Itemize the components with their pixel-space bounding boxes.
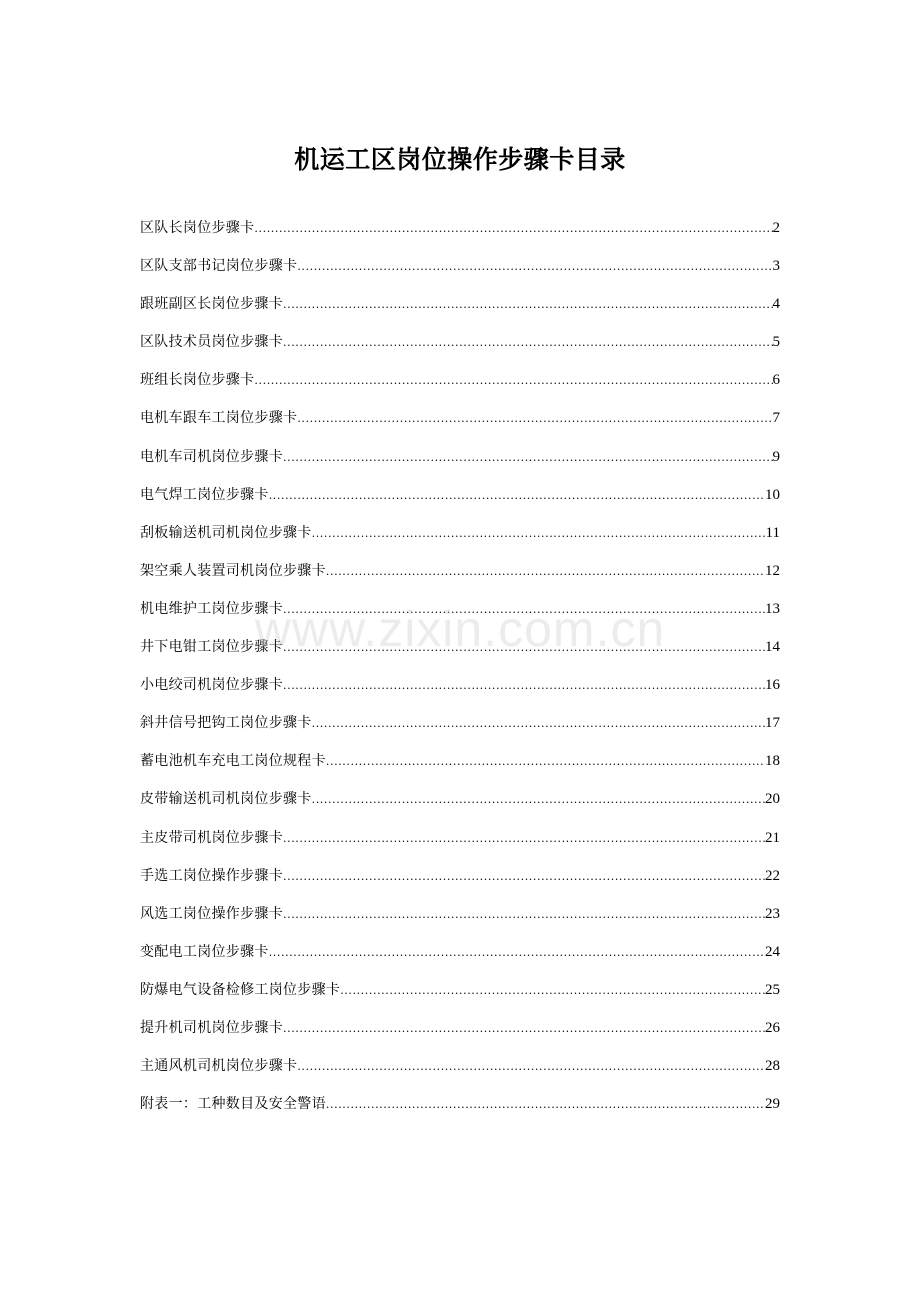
toc-entry-label: 电机车跟车工岗位步骤卡	[140, 410, 298, 427]
toc-dot-leader	[340, 972, 765, 1010]
toc-entry-page: 2	[772, 220, 780, 236]
toc-entry[interactable]	[140, 399, 780, 437]
toc-entry[interactable]	[140, 323, 780, 361]
toc-dot-leader	[283, 896, 765, 934]
toc-dot-leader	[283, 820, 765, 858]
toc-entry-page: 21	[765, 829, 780, 846]
toc-entry-page: 4	[772, 296, 780, 313]
toc-entry-label: 主皮带司机岗位步骤卡	[140, 829, 283, 846]
toc-entry-label: 电气焊工岗位步骤卡	[140, 486, 269, 503]
toc-entry-label: 区队长岗位步骤卡	[140, 220, 255, 236]
page-title: 机运工区岗位操作步骤卡目录	[294, 145, 626, 174]
toc-entry-page: 9	[772, 448, 780, 465]
toc-entry-page: 16	[765, 677, 780, 694]
toc-entry[interactable]	[140, 476, 780, 514]
toc-entry-label: 提升机司机岗位步骤卡	[140, 1019, 283, 1036]
toc-entry-label: 电机车司机岗位步骤卡	[140, 448, 283, 465]
toc-entry-page: 24	[765, 943, 780, 960]
toc-entry-page: 20	[765, 791, 780, 808]
toc-entry-label: 皮带输送机司机岗位步骤卡	[140, 791, 312, 808]
toc-entry[interactable]	[140, 1047, 780, 1085]
toc-dot-leader	[283, 286, 773, 324]
toc-entry-label: 小电绞司机岗位步骤卡	[140, 677, 283, 694]
toc-dot-leader	[297, 400, 772, 438]
toc-dot-leader	[283, 1010, 765, 1048]
toc-dot-leader	[254, 210, 772, 248]
table-of-contents	[140, 209, 780, 1123]
toc-entry-label: 主通风机司机岗位步骤卡	[140, 1058, 298, 1075]
toc-entry[interactable]	[140, 247, 780, 285]
toc-entry-page: 10	[765, 486, 780, 503]
toc-entry[interactable]	[140, 857, 780, 895]
toc-entry-label: 变配电工岗位步骤卡	[140, 943, 269, 960]
toc-entry[interactable]	[140, 742, 780, 780]
toc-entry-label: 架空乘人装置司机岗位步骤卡	[140, 562, 326, 579]
toc-dot-leader	[312, 781, 765, 819]
toc-dot-leader	[283, 667, 765, 705]
toc-entry-page: 26	[765, 1019, 780, 1036]
toc-entry[interactable]	[140, 285, 780, 323]
toc-dot-leader	[283, 629, 765, 667]
toc-dot-leader	[283, 439, 773, 477]
toc-entry-label: 手选工岗位操作步骤卡	[140, 867, 283, 884]
toc-dot-leader	[297, 1048, 765, 1086]
toc-entry-label: 区队技术员岗位步骤卡	[140, 334, 283, 351]
toc-entry-page: 7	[772, 410, 780, 427]
toc-entry[interactable]	[140, 209, 780, 247]
toc-dot-leader	[312, 515, 766, 553]
toc-entry[interactable]	[140, 590, 780, 628]
toc-entry-page: 6	[772, 372, 780, 389]
toc-dot-leader	[269, 477, 765, 515]
toc-entry-page: 29	[765, 1096, 780, 1113]
toc-entry-label: 风选工岗位操作步骤卡	[140, 905, 283, 922]
toc-entry-page: 3	[772, 258, 780, 275]
toc-entry-page: 13	[765, 600, 780, 617]
toc-entry[interactable]	[140, 552, 780, 590]
toc-entry-page: 12	[765, 562, 780, 579]
watermark: www.zixin.com.cn	[254, 601, 666, 657]
toc-entry[interactable]	[140, 819, 780, 857]
toc-entry-page: 14	[765, 639, 780, 656]
toc-entry-page: 28	[765, 1058, 780, 1075]
toc-dot-leader	[283, 591, 765, 629]
toc-entry[interactable]	[140, 933, 780, 971]
toc-dot-leader	[312, 705, 765, 743]
toc-entry-page: 17	[765, 715, 780, 732]
toc-entry-page: 22	[765, 867, 780, 884]
toc-entry-page: 5	[772, 334, 780, 351]
toc-entry[interactable]	[140, 1085, 780, 1123]
toc-entry-label: 班组长岗位步骤卡	[140, 372, 255, 389]
toc-entry-page: 11	[765, 524, 780, 541]
toc-entry-page: 25	[765, 981, 780, 998]
toc-entry[interactable]	[140, 971, 780, 1009]
toc-entry[interactable]	[140, 438, 780, 476]
toc-dot-leader	[326, 553, 765, 591]
toc-dot-leader	[297, 248, 772, 286]
toc-entry-label: 区队支部书记岗位步骤卡	[140, 258, 298, 275]
toc-entry[interactable]	[140, 1009, 780, 1047]
toc-dot-leader	[283, 858, 765, 896]
toc-entry-label: 蓄电池机车充电工岗位规程卡	[140, 753, 326, 770]
toc-entry-label: 防爆电气设备检修工岗位步骤卡	[140, 981, 341, 998]
toc-dot-leader	[326, 1086, 765, 1124]
toc-entry-label: 跟班副区长岗位步骤卡	[140, 296, 283, 313]
toc-entry[interactable]	[140, 628, 780, 666]
toc-entry[interactable]	[140, 704, 780, 742]
toc-entry-label: 井下电钳工岗位步骤卡	[140, 639, 283, 656]
toc-entry-label: 附表一：工种数目及安全警语	[140, 1096, 326, 1113]
toc-entry-label: 刮板输送机司机岗位步骤卡	[140, 524, 312, 541]
toc-entry[interactable]	[140, 514, 780, 552]
toc-entry[interactable]	[140, 361, 780, 399]
toc-entry[interactable]	[140, 666, 780, 704]
toc-entry[interactable]	[140, 895, 780, 933]
toc-entry-page: 23	[765, 905, 780, 922]
toc-entry-page: 18	[765, 753, 780, 770]
toc-entry-label: 机电维护工岗位步骤卡	[140, 600, 283, 617]
toc-entry-label: 斜井信号把钩工岗位步骤卡	[140, 715, 312, 732]
toc-dot-leader	[283, 324, 773, 362]
toc-dot-leader	[326, 743, 765, 781]
toc-dot-leader	[269, 934, 765, 972]
toc-dot-leader	[254, 362, 772, 400]
toc-entry[interactable]	[140, 780, 780, 818]
